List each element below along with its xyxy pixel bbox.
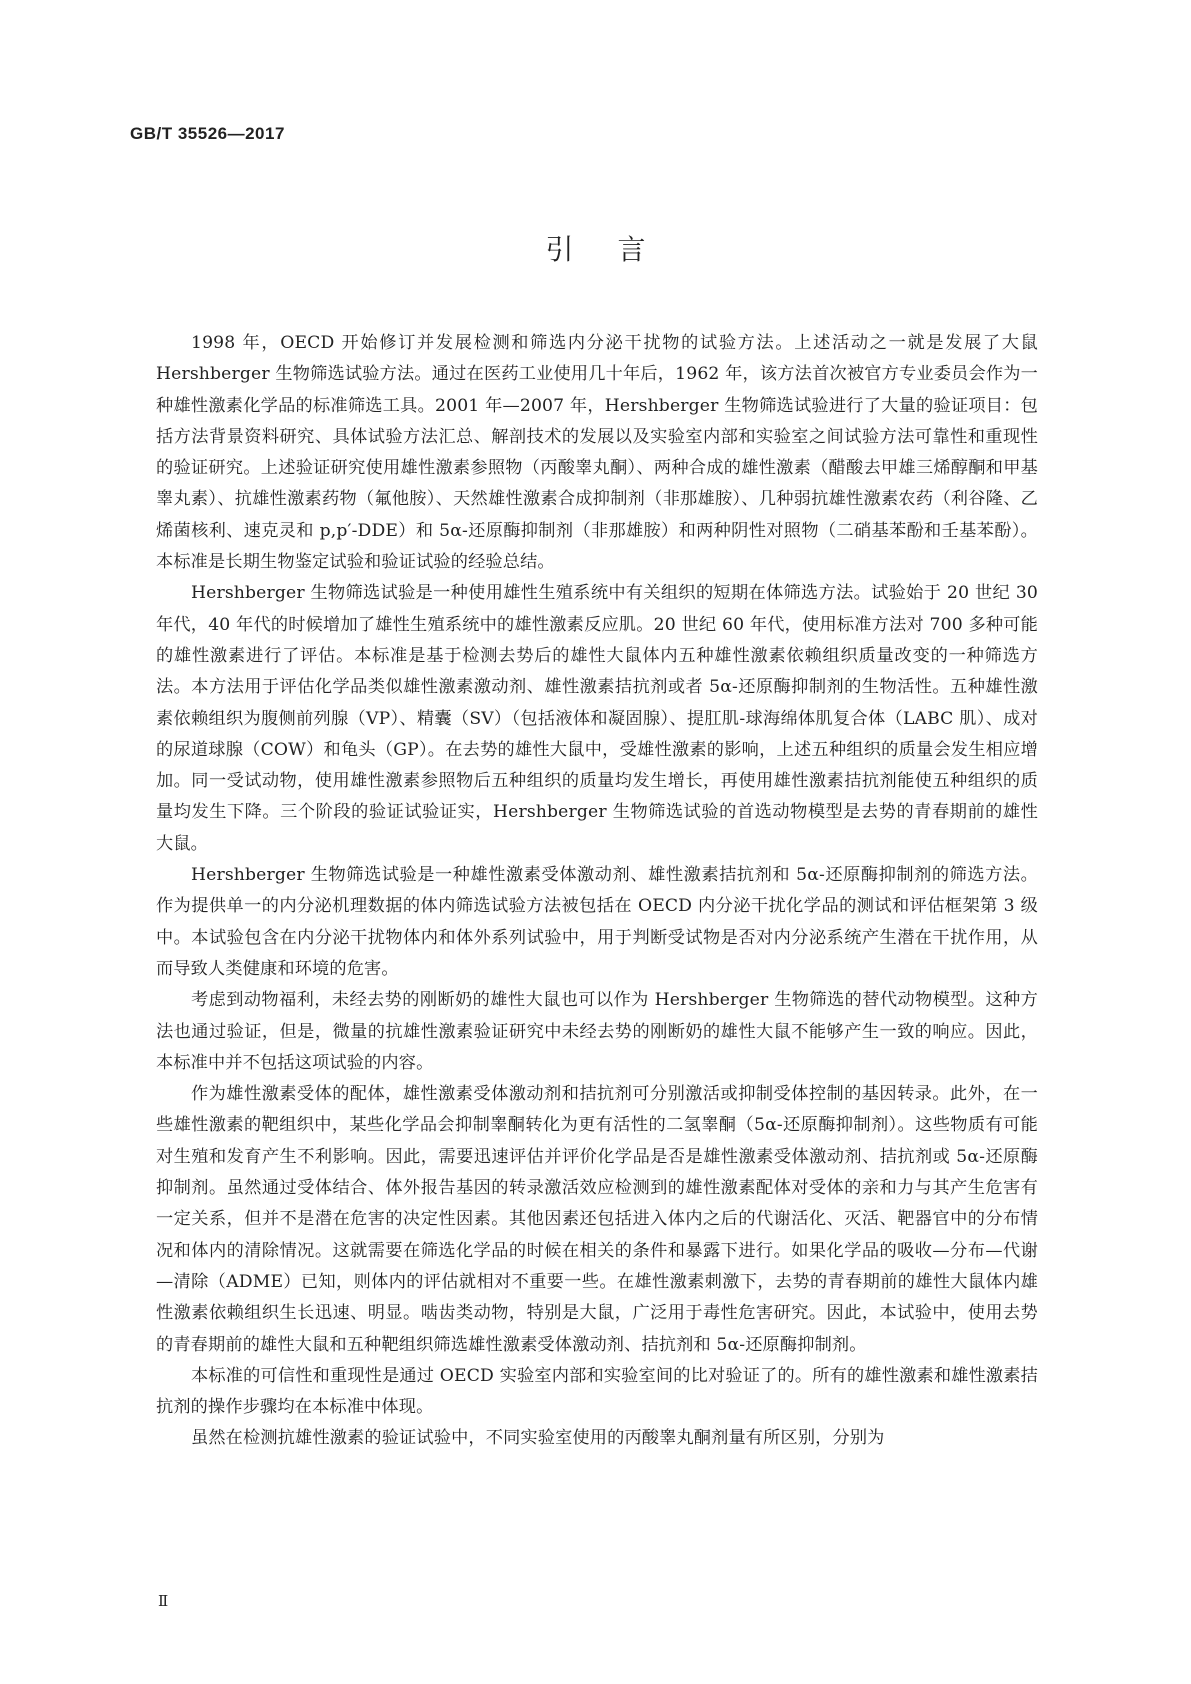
body-text <box>156 328 1038 1455</box>
paragraph: 考虑到动物福利，未经去势的刚断奶的雄性大鼠也可以作为 Hershberger 生物筛选的替代动物模型。这种方法也通过验证，但是，微量的抗雄性激素验证研究中未经去势的刚断奶的雄性大鼠不能够产生一致的响应。因此，本标准中并不包括这项试验的内容。 <box>156 990 1038 1073</box>
standard-number: GB/T 35526—2017 <box>130 124 285 143</box>
paragraph: 1998 年，OECD 开始修订并发展检测和筛选内分泌干扰物的试验方法。上述活动之一就是发展了大鼠 Hershberger 生物筛选试验方法。通过在医药工业使用几十年后，1962 年，该方法首次被官方专业委员会作为一种雄性激素化学品的标准筛选工具。2001 年—2007 年，Hershberger 生物筛选试验进行了大量的验证项目：包括方法背景资料研究、具体试验方法汇总、解剖技术的发展以及实验室内部和实验室之间试验方法可靠性和重现性的验证研究。上述验证研究使用雄性激素参照物（丙酸睾丸酮）、两种合成的雄性激素（醋酸去甲雄三烯醇酮和甲基睾丸素）、抗雄性激素药物（氟他胺）、天然雄性激素合成抑制剂（非那雄胺）、几种弱抗雄性激素农药（利谷隆、乙烯菌核利、速克灵和 p,p′-DDE）和 5α-还原酶抑制剂（非那雄胺）和两种阴性对照物（二硝基苯酚和壬基苯酚）。本标准是长期生物鉴定试验和验证试验的经验总结。 <box>156 333 1038 573</box>
paragraph: 作为雄性激素受体的配体，雄性激素受体激动剂和拮抗剂可分别激活或抑制受体控制的基因转录。此外，在一些雄性激素的靶组织中，某些化学品会抑制睾酮转化为更有活性的二氢睾酮（5α-还原酶抑制剂）。这些物质有可能对生殖和发育产生不利影响。因此，需要迅速评估并评价化学品是否是雄性激素受体激动剂、拮抗剂或 5α-还原酶抑制剂。虽然通过受体结合、体外报告基因的转录激活效应检测到的雄性激素配体对受体的亲和力与其产生危害有一定关系，但并不是潜在危害的决定性因素。其他因素还包括进入体内之后的代谢活化、灭活、靶器官中的分布情况和体内的清除情况。这就需要在筛选化学品的时候在相关的条件和暴露下进行。如果化学品的吸收—分布—代谢—清除（ADME）已知，则体内的评估就相对不重要一些。在雄性激素刺激下，去势的青春期前的雄性大鼠体内雄性激素依赖组织生长迅速、明显。啮齿类动物，特别是大鼠，广泛用于毒性危害研究。因此，本试验中，使用去势的青春期前的雄性大鼠和五种靶组织筛选雄性激素受体激动剂、拮抗剂和 5α-还原酶抑制剂。 <box>156 1084 1038 1355</box>
page-title: 引言 <box>545 233 690 266</box>
paragraph: 虽然在检测抗雄性激素的验证试验中，不同实验室使用的丙酸睾丸酮剂量有所区别，分别为 <box>191 1428 885 1449</box>
paragraph: 本标准的可信性和重现性是通过 OECD 实验室内部和实验室间的比对验证了的。所有的雄性激素和雄性激素拮抗剂的操作步骤均在本标准中体现。 <box>156 1365 1038 1418</box>
page-number: Ⅱ <box>158 1592 169 1610</box>
paragraph: Hershberger 生物筛选试验是一种使用雄性生殖系统中有关组织的短期在体筛选方法。试验始于 20 世纪 30 年代，40 年代的时候增加了雄性生殖系统中的雄性激素反应肌。20 世纪 60 年代，使用标准方法对 700 多种可能的雄性激素进行了评估。本标准是基于检测去势后的雄性大鼠体内五种雄性激素依赖组织质量改变的一种筛选方法。本方法用于评估化学品类似雄性激素激动剂、雄性激素拮抗剂或者 5α-还原酶抑制剂的生物活性。五种雄性激素依赖组织为腹侧前列腺（VP）、精囊（SV）（包括液体和凝固腺）、提肛肌-球海绵体肌复合体（LABC 肌）、成对的尿道球腺（COW）和龟头（GP）。在去势的雄性大鼠中，受雄性激素的影响，上述五种组织的质量会发生相应增加。同一受试动物，使用雄性激素参照物后五种组织的质量均发生增长，再使用雄性激素拮抗剂能使五种组织的质量均发生下降。三个阶段的验证试验证实，Hershberger 生物筛选试验的首选动物模型是去势的青春期前的雄性大鼠。 <box>156 583 1038 854</box>
paragraph: Hershberger 生物筛选试验是一种雄性激素受体激动剂、雄性激素拮抗剂和 5α-还原酶抑制剂的筛选方法。作为提供单一的内分泌机理数据的体内筛选试验方法被包括在 OECD 内分泌干扰化学品的测试和评估框架第 3 级中。本试验包含在内分泌干扰物体内和体外系列试验中，用于判断受试物是否对内分泌系统产生潜在干扰作用，从而导致人类健康和环境的危害。 <box>156 865 1038 979</box>
